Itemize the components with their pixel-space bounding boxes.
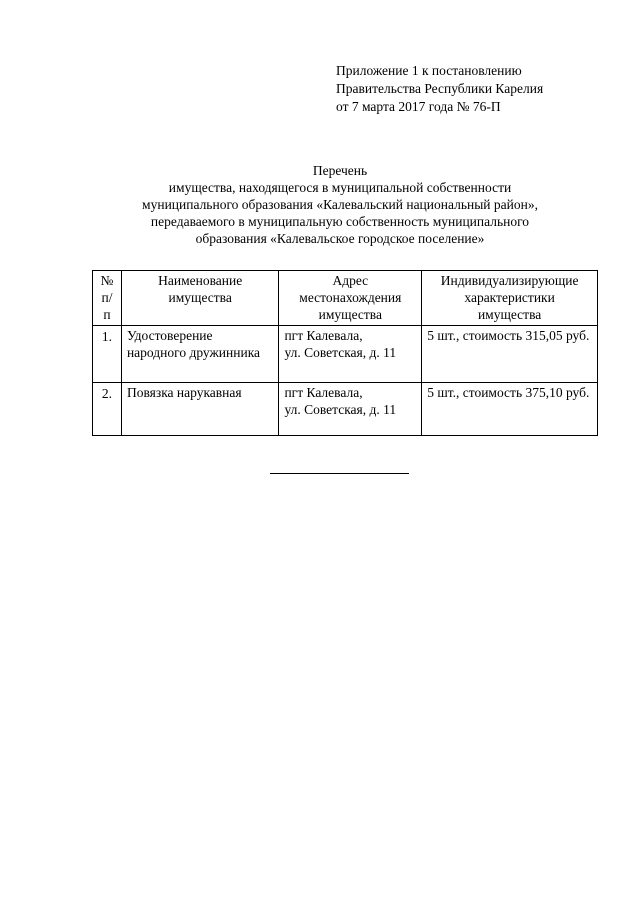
header-number [93,271,122,326]
header-name-line-1: Наименование [158,273,243,288]
row-characteristics: 5 шт., стоимость 375,10 руб. [422,383,598,436]
row-name: Удостоверение народного дружинника [121,326,279,383]
document-heading [60,162,620,247]
heading-line-5: образования «Калевальское городское поселение» [195,231,485,246]
row-address [279,326,422,383]
heading-title: Перечень [312,163,368,178]
header-number-line-2: п/п [101,290,113,322]
appendix-line-2: Правительства Республики Карелия [336,81,544,96]
table-header-row [93,271,598,326]
end-separator-line [270,473,409,474]
row-number: 2. [93,383,122,436]
header-number-line-1: № [100,273,114,288]
row-address-line-1: пгт Калевала, [284,328,363,343]
header-characteristics-line-1: Индивидуализирующие [440,273,579,288]
header-characteristics-line-3: имущества [477,307,542,322]
row-number: 1. [93,326,122,383]
appendix-block [336,62,543,116]
header-address-line-2: местонахождения [299,290,402,305]
property-table [92,270,598,436]
appendix-line-3: от 7 марта 2017 года № 76-П [336,99,501,114]
header-characteristics-line-2: характеристики [464,290,555,305]
row-characteristics: 5 шт., стоимость 315,05 руб. [422,326,598,383]
row-address [279,383,422,436]
header-address [279,271,422,326]
header-characteristics [422,271,598,326]
row-address-line-2: ул. Советская, д. 11 [284,402,397,417]
header-name [121,271,279,326]
heading-line-4: передаваемого в муниципальную собственность муниципального [150,214,530,229]
row-address-line-1: пгт Калевала, [284,385,363,400]
header-address-line-1: Адрес [332,273,369,288]
heading-line-2: имущества, находящегося в муниципальной собственности [168,180,512,195]
appendix-line-1: Приложение 1 к постановлению [336,63,522,78]
row-name: Повязка нарукавная [121,383,279,436]
header-address-line-3: имущества [318,307,382,322]
header-name-line-2: имущества [168,290,232,305]
table-row [93,383,598,436]
row-address-line-2: ул. Советская, д. 11 [284,345,397,360]
heading-line-3: муниципального образования «Калевальский национальный район», [142,197,538,212]
table-row [93,326,598,383]
